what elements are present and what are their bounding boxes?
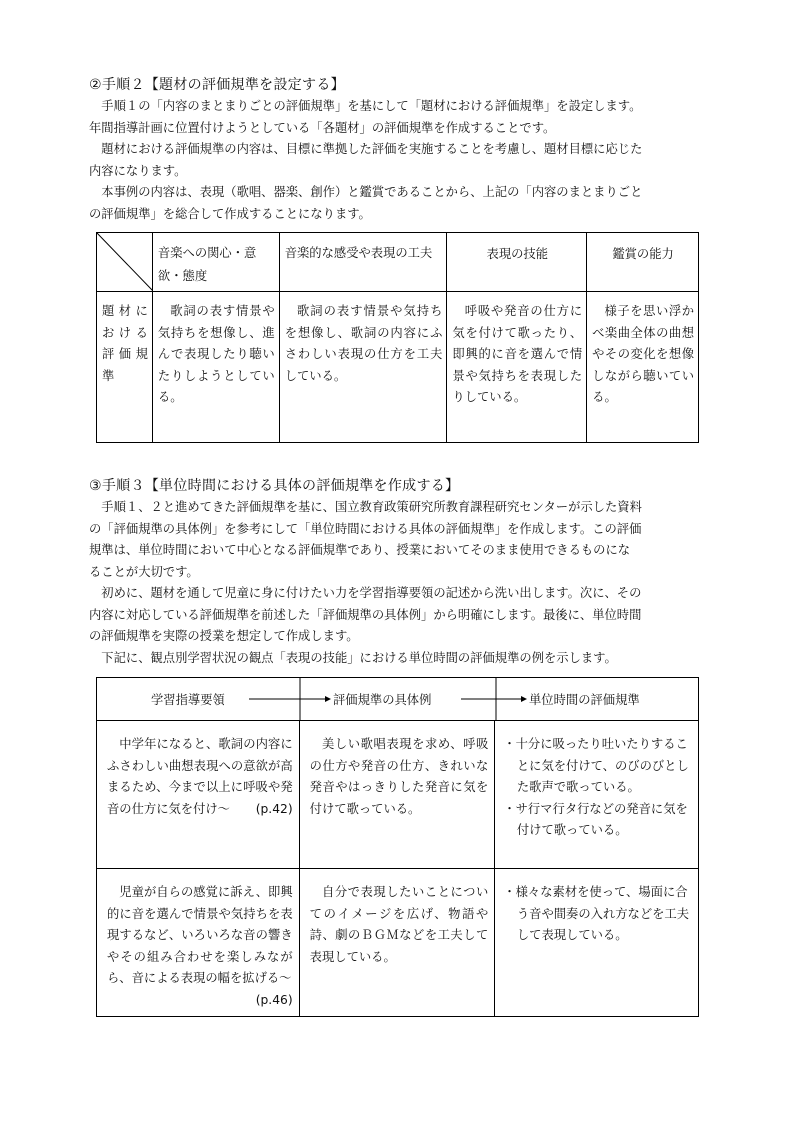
unit-criteria-table [96, 677, 699, 1017]
paragraph-line: ることが大切です。 [89, 564, 199, 579]
paragraph-line: 本事例の内容は、表現（歌唱、器楽、創作）と鑑賞であることから、上記の「内容のまとまりごと [101, 185, 643, 199]
paragraph-line: 内容に対応している評価規準を前述した「評価規準の具体例」から明確にします。最後に、単位時間 [89, 607, 642, 622]
list-item: ・様々な素材を使って、場面に合う音や間奏の入れ方などを工夫して表現している。 [503, 885, 690, 942]
table-cell: 呼吸や発音の仕方に気を付けて歌ったり、即興的に音を選んで情景や気持ちを表現したりしている。 [447, 292, 587, 443]
list-item: ・十分に吸ったり吐いたりすることに気を付けて、のびのびとした歌声で歌っている。 [503, 737, 689, 794]
section2-heading: ②手順２【題材の評価規準を設定する】 [89, 77, 345, 93]
header-expression-ideas: 音楽的な感受や表現の工夫 [279, 233, 447, 292]
page-ref: (p.42) [255, 801, 293, 816]
section2-body [89, 96, 721, 225]
table-cell: 歌詞の表す情景や気持ちを想像し、歌詞の内容にふさわしい表現の仕方を工夫している。 [279, 292, 447, 443]
criteria-cell [495, 869, 699, 1017]
flow-header [97, 678, 699, 721]
paragraph-line: 題材における評価規準の内容は、目標に準拠した評価を実施することを考慮し、題材目標に応じた [101, 142, 643, 156]
paragraph-line: の評価規準を実際の授業を想定して作成します。 [89, 629, 359, 643]
row-label: 題材における評価規準 [97, 292, 153, 443]
table-cell: 様子を思い浮かべ楽曲全体の曲想やその変化を想像しながら聴いている。 [587, 292, 699, 443]
criteria-cell [495, 721, 699, 869]
paragraph-line: 規準は、単位時間において中心となる評価規準であり、授業においてそのまま使用できるものにな [89, 543, 631, 557]
diagonal-corner-cell [97, 233, 153, 292]
header-interest: 音楽への関心・意欲・態度 [152, 233, 279, 292]
paragraph-line: 初めに、題材を通して児童に身に付けたい力を学習指導要領の記述から洗い出します。次に、その [101, 586, 642, 600]
example-cell: 美しい歌唱表現を求め、呼吸の仕方や発音の仕方、きれいな発音やはっきりした発音に気を付けて歌っている。 [299, 721, 495, 869]
header-unit-criteria: 単位時間の評価規準 [529, 693, 640, 707]
section3-heading: ③手順３【単位時間における具体の評価規準を作成する】 [89, 478, 460, 494]
example-cell: 自分で表現したいことについてのイメージを広げ、物語や詩、劇のＢＧＭなどを工夫して表現している。 [299, 869, 495, 1017]
paragraph-line: 手順１、２と進めてきた評価規準を基に、国立教育政策研究所教育課程研究センターが示した資料 [101, 500, 642, 514]
header-appreciation: 鑑賞の能力 [587, 233, 699, 292]
header-example: 評価規準の具体例 [333, 693, 432, 707]
page-ref: (p.46) [255, 992, 293, 1007]
section3-body [89, 497, 721, 669]
paragraph-line: 手順１の「内容のまとまりごとの評価規準」を基にして「題材における評価規準」を設定します。 [101, 99, 642, 113]
paragraph-line: の「評価規準の具体例」を参考にして「単位時間における具体の評価規準」を作成します。この評価 [89, 521, 642, 536]
guideline-cell: 中学年になると、歌詞の内容にふさわしい曲想表現への意欲が高まるため、今まで以上に呼吸や発音の仕方に気を付け～ (p.42) [97, 721, 300, 869]
table-cell: 歌詞の表す情景や気持ちを想像し、進んで表現したり聴いたりしようとしている。 [152, 292, 279, 443]
flow-arrows [97, 678, 700, 720]
header-guideline: 学習指導要領 [151, 693, 225, 707]
list-item: ・サ行マ行タ行などの発音に気を付けて歌っている。 [503, 801, 688, 837]
paragraph-line: 年間指導計画に位置付けようとしている「各題材」の評価規準を作成することです。 [89, 120, 556, 135]
diagonal-line [97, 233, 153, 291]
paragraph-line: 下記に、観点別学習状況の観点「表現の技能」における単位時間の評価規準の例を示します。 [101, 650, 617, 665]
paragraph-line: の評価規準」を総合して作成することになります。 [89, 206, 371, 221]
guideline-cell: 児童が自らの感覚に訴え、即興的に音を選んで情景や気持ちを表現するなど、いろいろな音の響きやその組み合わせを楽しみながら、音による表現の幅を拡げる～ (p.46) [97, 869, 300, 1017]
subject-criteria-table [96, 232, 699, 443]
paragraph-line: 内容になります。 [89, 163, 187, 178]
header-skill: 表現の技能 [447, 233, 587, 292]
